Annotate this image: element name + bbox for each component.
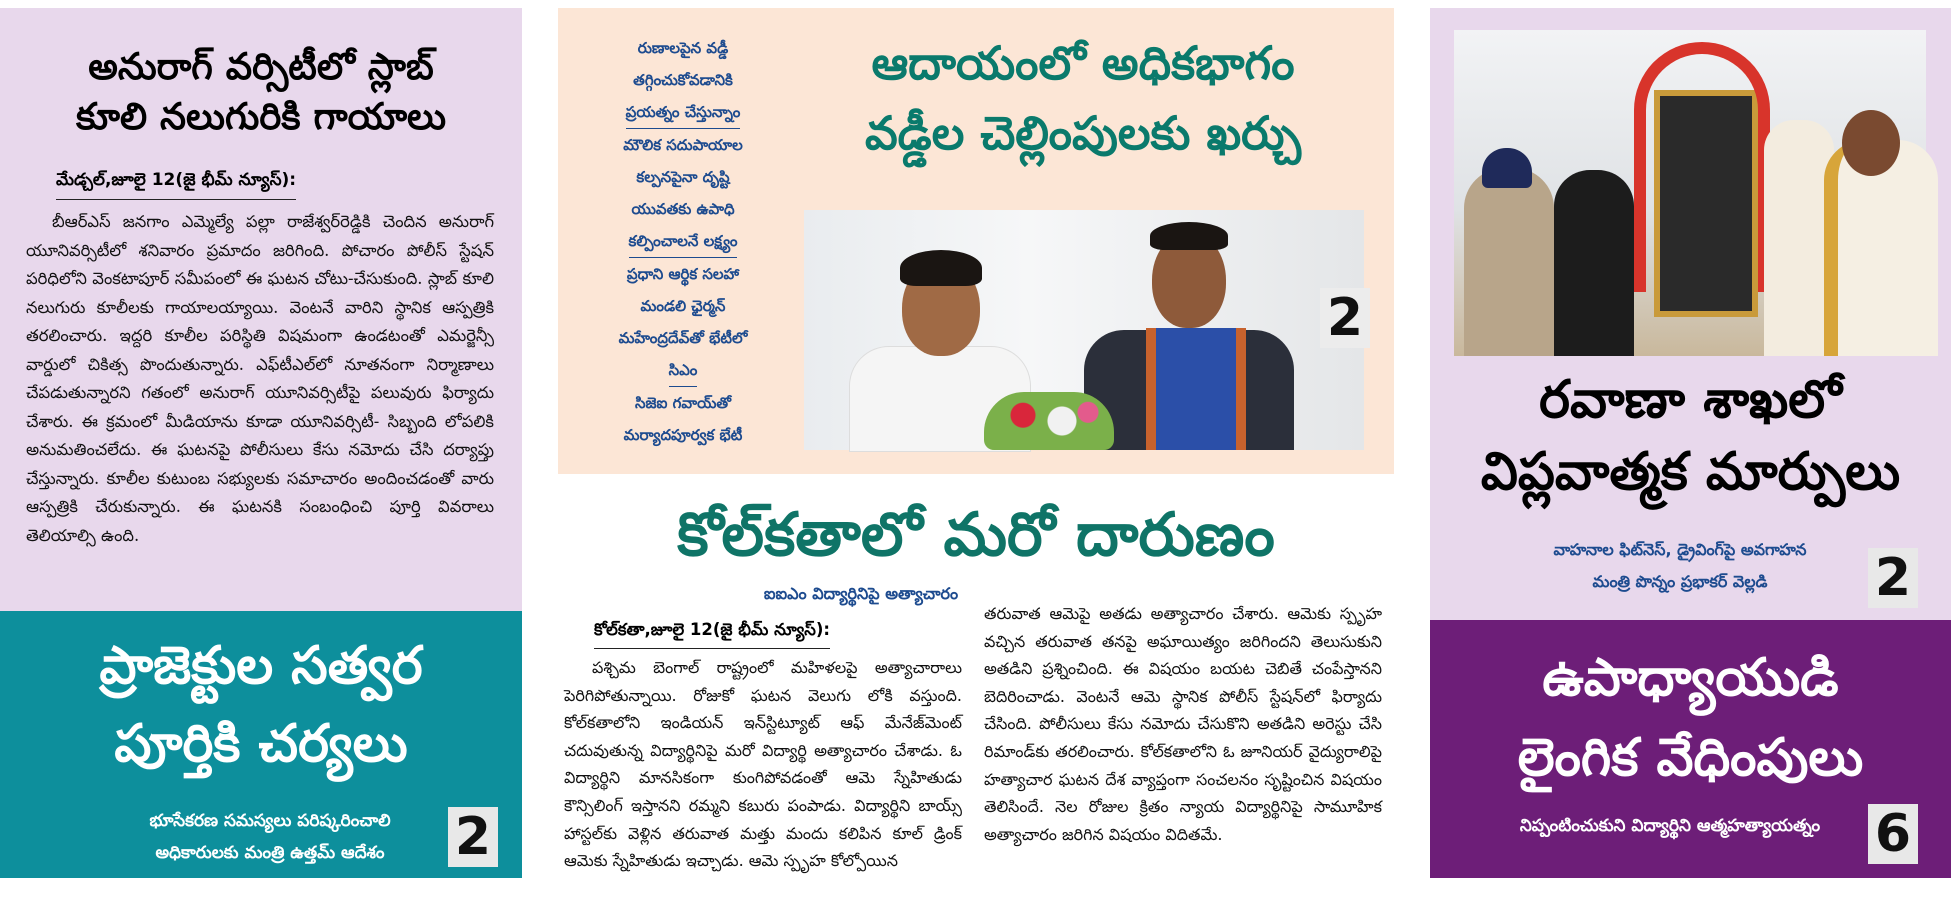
- subheadline-line: భూసేకరణ సమస్యలు పరిష్కరించాలి: [149, 811, 391, 831]
- headline-line: విప్లవాత్మక మార్పులు: [1480, 442, 1901, 502]
- teaser-headline: [1430, 638, 1951, 798]
- subheadline-text: ఐఐఎం విద్యార్థినిపై అత్యాచారం: [763, 584, 959, 603]
- lead-headline: [788, 28, 1378, 168]
- headline-line: ఆదాయంలో అధికభాగం: [871, 36, 1295, 90]
- subheadline-line: వాహనాల ఫిట్‌నెస్, డ్రైవింగ్‌పై అవగాహన: [1553, 540, 1807, 559]
- highlight-line: ప్రధాని ఆర్థిక సలహా: [626, 265, 740, 283]
- left-story-panel: [0, 8, 522, 611]
- article-column-2: తరువాత ఆమెపై అతడు అత్యాచారం చేశారు. ఆమెకు స్పృహ వచ్చిన తరువాత తనపై అఘాయిత్యం జరిగిందని తెలుసుకుని అతడిని ప్రశ్నించింది. ఈ విషయం బయట చెబితే చంపేస్తానని బెదిరించాడు. వెంటనే ఆమె స్థానిక పోలీస్ స్టేషన్‌లో ఫిర్యాదు చేసింది. పోలీసులు కేసు నమోదు చేసుకొని అతడిని అరెస్టు చేసి రిమాండ్‌కు తరలించారు. కోల్‌కతాలోని ఓ జూనియర్ వైద్యురాలిపై హత్యాచార ఘటన దేశ వ్యాప్తంగా సంచలనం సృష్టించిన విషయం తెలిసిందే. నెల రోజుల క్రితం న్యాయ విద్యార్థినిపై సామూహిక అత్యాచారం జరిగిన విషయం విదితమే.: [984, 604, 1382, 844]
- headline-line: ఉపాధ్యాయుడి: [1542, 648, 1839, 708]
- highlight-line: ప్రయత్నం చేస్తున్నాం: [626, 96, 741, 129]
- dateline: మేడ్చల్,జూలై 12(జై భీమ్ న్యూస్):: [56, 170, 296, 200]
- page-number-badge[interactable]: 2: [1868, 548, 1918, 608]
- left-story-headline[interactable]: [0, 42, 522, 142]
- subheadline-line: మంత్రి పొన్నం ప్రభాకర్ వెల్లడి: [1592, 572, 1768, 591]
- projects-teaser-panel[interactable]: [0, 611, 522, 878]
- highlight-line: యువతకు ఉపాధి: [631, 200, 735, 218]
- headline-line: ప్రాజెక్టుల సత్వర: [99, 636, 423, 696]
- teaser-headline: [0, 627, 522, 783]
- highlights-list: [588, 32, 778, 451]
- flower-garland: [1634, 42, 1770, 292]
- headline-line: లైంగిక వేధింపులు: [1517, 728, 1864, 788]
- page-number-badge[interactable]: 2: [1320, 288, 1370, 348]
- lead-photo: [804, 210, 1364, 450]
- highlight-line: కల్పించాలనే లక్ష్యం: [629, 225, 738, 258]
- teaser-subheadline: [110, 805, 430, 869]
- person-figure: [1842, 110, 1900, 176]
- inauguration-photo: [1454, 30, 1926, 356]
- highlight-line: సిఎం: [669, 354, 698, 387]
- transport-subheadline: [1490, 534, 1870, 598]
- highlight-line: సిజెఐ గవాయ్‌తో: [634, 394, 732, 412]
- page-number-badge[interactable]: 2: [448, 807, 498, 867]
- bouquet: [984, 392, 1114, 450]
- highlight-line: తగ్గించుకోవడానికి: [633, 71, 733, 89]
- article-body: బీఆర్ఎస్ జనగాం ఎమ్మెల్యే పల్లా రాజేశ్వర్‌రెడ్డికి చెందిన అనురాగ్ యూనివర్సిటీలో శనివారం ప్రమాదం జరిగింది. పోచారం పోలీస్ స్టేషన్ పరిధిలోని వెంకటాపూర్ సమీపంలో ఈ ఘటన చోటు-చేసుకుంది. స్లాబ్ కూలి నలుగురు కూలీలకు గాయాలయ్యాయి. వెంటనే వారిని స్థానిక ఆస్పత్రికి తరలించారు. ఇద్దరి కూలీల పరిస్థితి విషమంగా ఉండటంతో ఎమర్జెన్సీ వార్డులో చికిత్స పొందుతున్నారు. ఎఫ్‌టీఎల్‌లో నూతనంగా నిర్మాణాలు చేపడుతున్నారని గతంలో అనురాగ్ యూనివర్సిటీపై పలువురు ఫిర్యాదు చేశారు. ఈ క్రమంలో మీడియాను కూడా యూనివర్సిటీ- సిబ్బంది లోపలికి అనుమతించలేదు. ఈ ఘటనపై పోలీసులు కేసు నమోదు చేసి దర్యాప్తు చేస్తున్నారు. కూలీల కుటుంబ సభ్యులకు సమాచారం అందించడంతో వారు ఆస్పత్రికి చేరుకున్నారు. ఈ ఘటనకి సంబంధించి పూర్తి వివరాలు తెలియాల్సి ఉంది.: [26, 212, 494, 545]
- transport-story-panel[interactable]: [1430, 8, 1951, 620]
- highlight-line: కల్పనపైనా దృష్టి: [636, 168, 730, 186]
- highlight-line: మండలి ఛైర్మన్: [640, 297, 726, 315]
- transport-headline: [1430, 364, 1951, 508]
- page-number-badge[interactable]: 6: [1868, 804, 1918, 864]
- highlight-line: మర్యాదపూర్వక భేటీ: [623, 426, 743, 444]
- article-column-1: పశ్చిమ బెంగాల్ రాష్ట్రంలో మహిళలపై అత్యాచారాలు పెరిగిపోతున్నాయి. రోజుకో ఘటన వెలుగు లోకి వస్తుంది. కోల్‌కతాలోని ఇండియన్ ఇన్‌స్టిట్యూట్ ఆఫ్ మేనేజ్‌మెంట్ చదువుతున్న విద్యార్థినిపై మరో విద్యార్థి అత్యాచారం చేశాడు. ఓ విద్యార్థిని మానసికంగా కుంగిపోవడంతో ఆమె స్నేహితుడు కౌన్సిలింగ్ ఇస్తానని రమ్మని కబురు పంపాడు. విద్యార్థిని బాయ్స్ హాస్టల్‌కు వెళ్లిన తరువాత మత్తు మందు కలిపిన కూల్ డ్రింక్ ఆమెకు స్నేహితుడు ఇచ్చాడు. ఆమె స్పృహ కోల్పోయిన: [564, 658, 962, 871]
- headline-line: పూర్తికి చర్యలు: [114, 714, 408, 774]
- headline-line: రవాణా శాఖలో: [1539, 370, 1842, 430]
- person-figure: [1554, 170, 1634, 356]
- headline-line: కూలి నలుగురికి గాయాలు: [75, 95, 447, 138]
- lead-story-panel[interactable]: [558, 8, 1394, 474]
- person-figure: [1482, 148, 1532, 188]
- highlight-line: మౌలిక సదుపాయాల: [623, 136, 743, 154]
- dateline: కోల్‌కతా,జూలై 12(జై భీమ్ న్యూస్):: [594, 620, 830, 649]
- teacher-story-panel[interactable]: [1430, 620, 1951, 878]
- subheadline-line: అధికారులకు మంత్రి ఉత్తమ్ ఆదేశం: [155, 843, 385, 863]
- teaser-subheadline: నిప్పంటించుకుని విద్యార్థిని ఆత్మహత్యాయత్నం: [1519, 816, 1821, 836]
- kolkata-story-headline[interactable]: కోల్‌కతాలో మరో దారుణం: [677, 500, 1275, 570]
- highlight-line: మహేంద్రదేవ్‌తో భేటీలో: [618, 329, 748, 347]
- person-figure: [1464, 168, 1554, 356]
- headline-line: అనురాగ్ వర్సిటీలో స్లాబ్: [88, 45, 434, 88]
- highlight-line: రుణాలపైన వడ్డీ: [637, 39, 729, 57]
- headline-line: వడ్డీల చెల్లింపులకు ఖర్చు: [864, 106, 1302, 160]
